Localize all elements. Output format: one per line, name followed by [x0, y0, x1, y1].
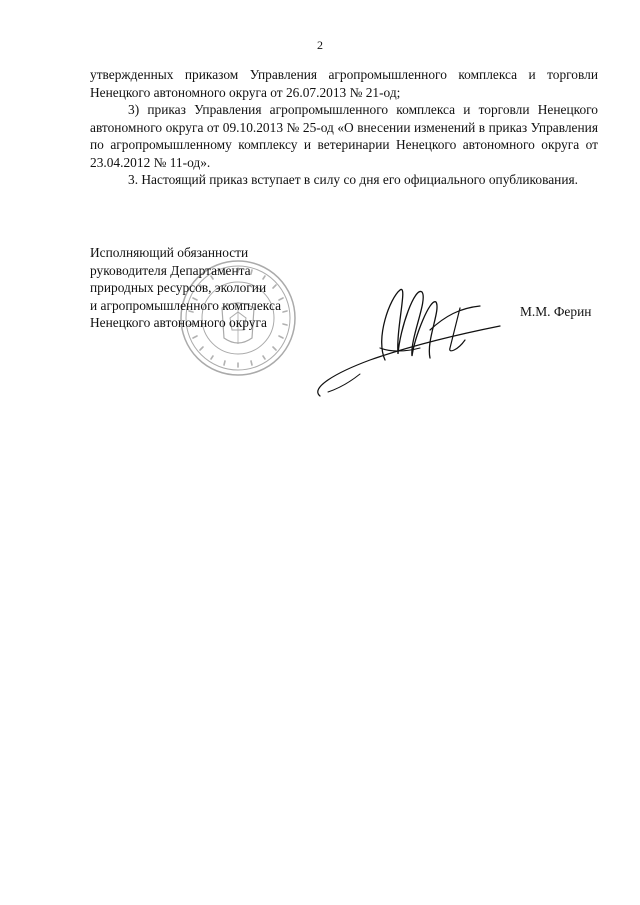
document-body	[90, 66, 598, 189]
page-number: 2	[317, 38, 323, 52]
paragraph: 3) приказ Управления агропромышленного комплекса и торговли Ненецкого автономного округа от 09.10.2013 № 25-од «О внесении изменений в приказ Управления по агропромышленному комплексу и ветеринарии Ненецкого автономного округа от 23.04.2012 № 11-од».	[90, 102, 598, 170]
signatory-title-line: и агропромышленного комплекса	[90, 297, 282, 313]
signatory-title-line: природных ресурсов, экологии	[90, 280, 267, 295]
signature-block	[90, 244, 281, 332]
paragraph: 3. Настоящий приказ вступает в силу со дня его официального опубликования.	[128, 172, 578, 187]
signatory-title-line: Исполняющий обязанности	[90, 245, 249, 260]
signatory-title-line: руководителя Департамента	[90, 262, 251, 278]
signatory-name: М.М. Ферин	[520, 304, 592, 319]
paragraph: утвержденных приказом Управления агропромышленного комплекса и торговли Ненецкого автономного округа от 26.07.2013 № 21-од;	[90, 67, 598, 100]
handwritten-signature	[300, 278, 505, 400]
signatory-title-line: Ненецкого автономного округа	[90, 315, 267, 330]
